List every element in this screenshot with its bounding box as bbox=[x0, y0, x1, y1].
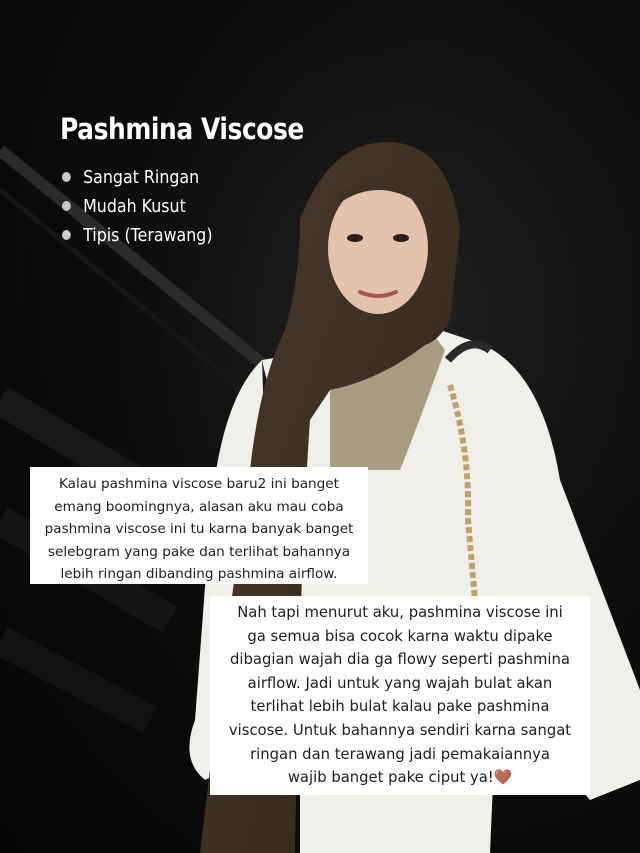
caption-line: viscose. Untuk bahannya sendiri karna sangat bbox=[228, 721, 572, 739]
bullet-icon bbox=[62, 172, 71, 182]
feature-label: Sangat Ringan bbox=[83, 167, 200, 188]
feature-item bbox=[62, 192, 213, 221]
bullet-icon bbox=[62, 201, 71, 211]
caption-line: lebih ringan dibanding pashmina airflow. bbox=[60, 566, 338, 582]
caption-line: wajib banget pake ciput ya!🤎 bbox=[287, 769, 513, 787]
caption-card-intro bbox=[30, 467, 368, 584]
caption-line: terlihat lebih bulat kalau pake pashmina bbox=[250, 698, 550, 716]
caption-card-opinion bbox=[210, 596, 590, 795]
caption-line: airflow. Jadi untuk yang wajah bulat akan bbox=[247, 674, 553, 692]
feature-label: Tipis (Terawang) bbox=[83, 225, 213, 246]
caption-line: ringan dan terawang jadi pemakaiannya bbox=[250, 745, 550, 763]
feature-list bbox=[62, 163, 233, 250]
left-eye bbox=[347, 234, 363, 242]
right-eye bbox=[393, 234, 409, 242]
caption-line: dibagian wajah dia ga flowy seperti pashmina bbox=[230, 651, 570, 669]
caption-line: Kalau pashmina viscose baru2 ini banget bbox=[59, 476, 339, 492]
caption-line: Nah tapi menurut aku, pashmina viscose ini bbox=[237, 604, 563, 621]
caption-line: ga semua bisa cocok karna waktu dipake bbox=[247, 627, 553, 645]
page-title: Pashmina Viscose bbox=[60, 112, 304, 146]
feature-label: Mudah Kusut bbox=[83, 196, 186, 217]
caption-line: selebgram yang pake dan terlihat bahannya bbox=[47, 543, 351, 560]
feature-item bbox=[62, 163, 213, 192]
caption-line: emang boomingnya, alasan aku mau coba bbox=[54, 498, 344, 515]
caption-line: pashmina viscose ini tu karna banyak banget bbox=[44, 521, 354, 537]
feature-item bbox=[62, 221, 213, 250]
bullet-icon bbox=[62, 230, 71, 240]
